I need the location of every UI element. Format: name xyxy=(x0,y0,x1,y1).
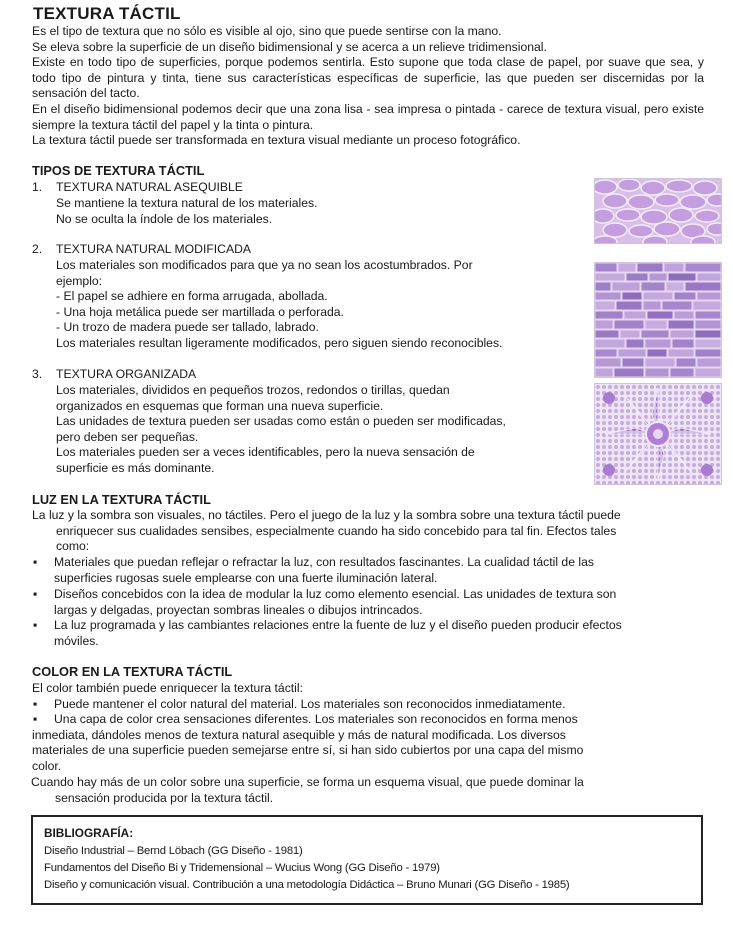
texture-image-2-art xyxy=(595,263,721,377)
color-closing-line: Cuando hay más de un color sobre una superficie, se forma un esquema visual, que puede dominar la xyxy=(31,775,584,789)
bibliography-box xyxy=(31,815,703,905)
tipo-2-body xyxy=(56,258,502,352)
tipo-2-line: - Un trozo de madera puede ser tallado, labrado. xyxy=(56,320,319,335)
tipo-3-number: 3. xyxy=(32,367,43,381)
tipo-2-label: TEXTURA NATURAL MODIFICADA xyxy=(56,242,252,256)
color-bullet-line: inmediata, dándoles menos de textura natural asequible y más de natural modificada. Los diversos xyxy=(32,727,566,742)
luz-bullet-line: Materiales que puedan reflejar o refractar la luz, con resultados fascinantes. La cualidad táctil de las xyxy=(54,555,594,569)
bibliography-item: Diseño Industrial – Bernd Löbach (GG Diseño - 1981) xyxy=(44,845,303,857)
tipo-2-line: Los materiales son modificados para que ya no sean los acostumbrados. Por xyxy=(56,258,473,272)
texture-image-1-art xyxy=(595,179,721,243)
tipo-3-line: Los materiales, divididos en pequeños trozos, redondos o tirillas, quedan xyxy=(56,383,450,397)
tipo-3-label: TEXTURA ORGANIZADA xyxy=(56,367,197,381)
luz-bullet-line: móviles. xyxy=(54,633,99,648)
tipo-3-line: pero deben ser pequeñas. xyxy=(56,429,199,444)
luz-bullet-1 xyxy=(54,555,702,586)
luz-bullet-2 xyxy=(54,587,702,618)
luz-bullet-line: superficies rugosas suele emplearse con una fuerte iluminación lateral. xyxy=(54,570,438,585)
section-heading-luz: LUZ EN LA TEXTURA TÁCTIL xyxy=(32,492,211,507)
tipo-3-line: organizados en esquemas que forman una nueva superficie. xyxy=(56,398,384,413)
intro-paragraph-3: Existe en todo tipo de superficies, porque podemos sentirla. Esto supone que toda clase de papel, por suave que sea, y todo tipo de pintura y tinta, tiene sus características específicas de superficie, las que pueden ser discernidas por la sensación del tacto. xyxy=(32,55,704,101)
bullet-icon: ▪ xyxy=(33,555,38,569)
luz-intro xyxy=(32,508,704,555)
tipo-3-line: Los materiales pueden ser a veces identificables, pero la nueva sensación de xyxy=(56,445,475,460)
bibliography-heading: BIBLIOGRAFÍA: xyxy=(44,826,134,840)
texture-image-natural-asequible xyxy=(594,178,722,244)
intro-paragraph-4: En el diseño bidimensional podemos decir que una zona lisa - sea impresa o pintada - carece de textura visual, pero existe siempre la textura táctil del papel y la tinta o pintura. xyxy=(32,102,704,132)
tipo-1-label: TEXTURA NATURAL ASEQUIBLE xyxy=(56,180,243,194)
intro-paragraph-1: Es el tipo de textura que no sólo es visible al ojo, sino que puede sentirse con la mano. xyxy=(32,24,502,38)
color-intro: El color también puede enriquecer la textura táctil: xyxy=(32,681,303,695)
color-closing xyxy=(31,775,703,806)
tipo-2-line: Los materiales resultan ligeramente modificados, pero siguen siendo reconocibles. xyxy=(56,335,503,350)
tipo-1-title xyxy=(32,180,243,196)
color-bullet-2 xyxy=(32,712,702,774)
tipo-2-title xyxy=(32,242,251,258)
luz-intro-line: La luz y la sombra son visuales, no táctiles. Pero el juego de la luz y la sombra sobre una textura táctil puede xyxy=(32,508,621,522)
tipo-1-number: 1. xyxy=(32,180,43,194)
luz-bullet-line: La luz programada y las cambiantes relaciones entre la fuente de luz y el diseño pueden producir efectos xyxy=(54,618,622,632)
tipo-3-title xyxy=(32,367,196,383)
tipo-1-line: No se oculta la índole de los materiales. xyxy=(56,211,273,226)
color-bullet-line: Puede mantener el color natural del material. Los materiales son reconocidos inmediatamente. xyxy=(54,697,566,711)
page-title: TEXTURA TÁCTIL xyxy=(33,4,181,23)
color-bullet-line: Una capa de color crea sensaciones diferentes. Los materiales son reconocidos en forma menos xyxy=(54,712,578,726)
texture-image-3-art xyxy=(595,384,721,484)
texture-image-natural-modificada xyxy=(594,262,722,378)
bullet-icon: ▪ xyxy=(33,618,38,632)
tipo-2-line: ejemplo: xyxy=(56,273,103,288)
bibliography-item: Fundamentos del Diseño Bi y Tridemensional – Wucius Wong (GG Diseño - 1979) xyxy=(44,862,440,874)
tipo-3-line: Las unidades de textura pueden ser usadas como están o pueden ser modificadas, xyxy=(56,414,506,429)
tipo-1-body xyxy=(56,196,318,227)
intro-paragraph-5: La textura táctil puede ser transformada en textura visual mediante un proceso fotográfico. xyxy=(32,133,521,148)
color-bullet-line: materiales de una superficie pueden semejarse entre sí, si han sido cubiertos por una capa del mismo xyxy=(32,743,584,758)
bullet-icon: ▪ xyxy=(33,697,38,711)
intro-paragraph-2: Se eleva sobre la superficie de un diseño bidimensional y se acerca a un relieve tridimensional. xyxy=(32,39,547,54)
bibliography-item: Diseño y comunicación visual. Contribución a una metodología Didáctica – Bruno Munari (GG Diseño - 1985) xyxy=(44,879,570,891)
color-bullet-line: color. xyxy=(32,758,62,773)
tipo-1-line: Se mantiene la textura natural de los materiales. xyxy=(56,196,318,210)
luz-bullet-line: Diseños concebidos con la idea de modular la luz como elemento esencial. Las unidades de textura son xyxy=(54,587,617,601)
section-heading-color: COLOR EN LA TEXTURA TÁCTIL xyxy=(32,664,233,679)
tipo-2-line: - El papel se adhiere en forma arrugada, abollada. xyxy=(56,289,328,304)
luz-bullet-3 xyxy=(54,618,702,649)
texture-image-organizada xyxy=(594,383,722,485)
luz-bullet-line: largas y delgadas, proyectan sombras lineales o dibujos intrincados. xyxy=(54,602,423,617)
luz-intro-line: enriquecer sus cualidades sensibes, especialmente cuando ha sido concebido para tal fin. Efectos tales xyxy=(56,523,617,538)
bullet-icon: ▪ xyxy=(33,587,38,601)
tipo-2-number: 2. xyxy=(32,242,43,256)
color-bullet-1 xyxy=(54,697,702,713)
color-closing-line: sensación producida por la textura táctil. xyxy=(55,790,274,805)
section-heading-tipos: TIPOS DE TEXTURA TÁCTIL xyxy=(32,163,205,178)
tipo-3-body xyxy=(56,383,506,477)
bullet-icon: ▪ xyxy=(33,712,38,726)
tipo-2-line: - Una hoja metálica puede ser martillada o perforada. xyxy=(56,304,344,319)
tipo-3-line: superficie es más dominante. xyxy=(56,460,215,475)
luz-intro-line: como: xyxy=(56,539,90,554)
